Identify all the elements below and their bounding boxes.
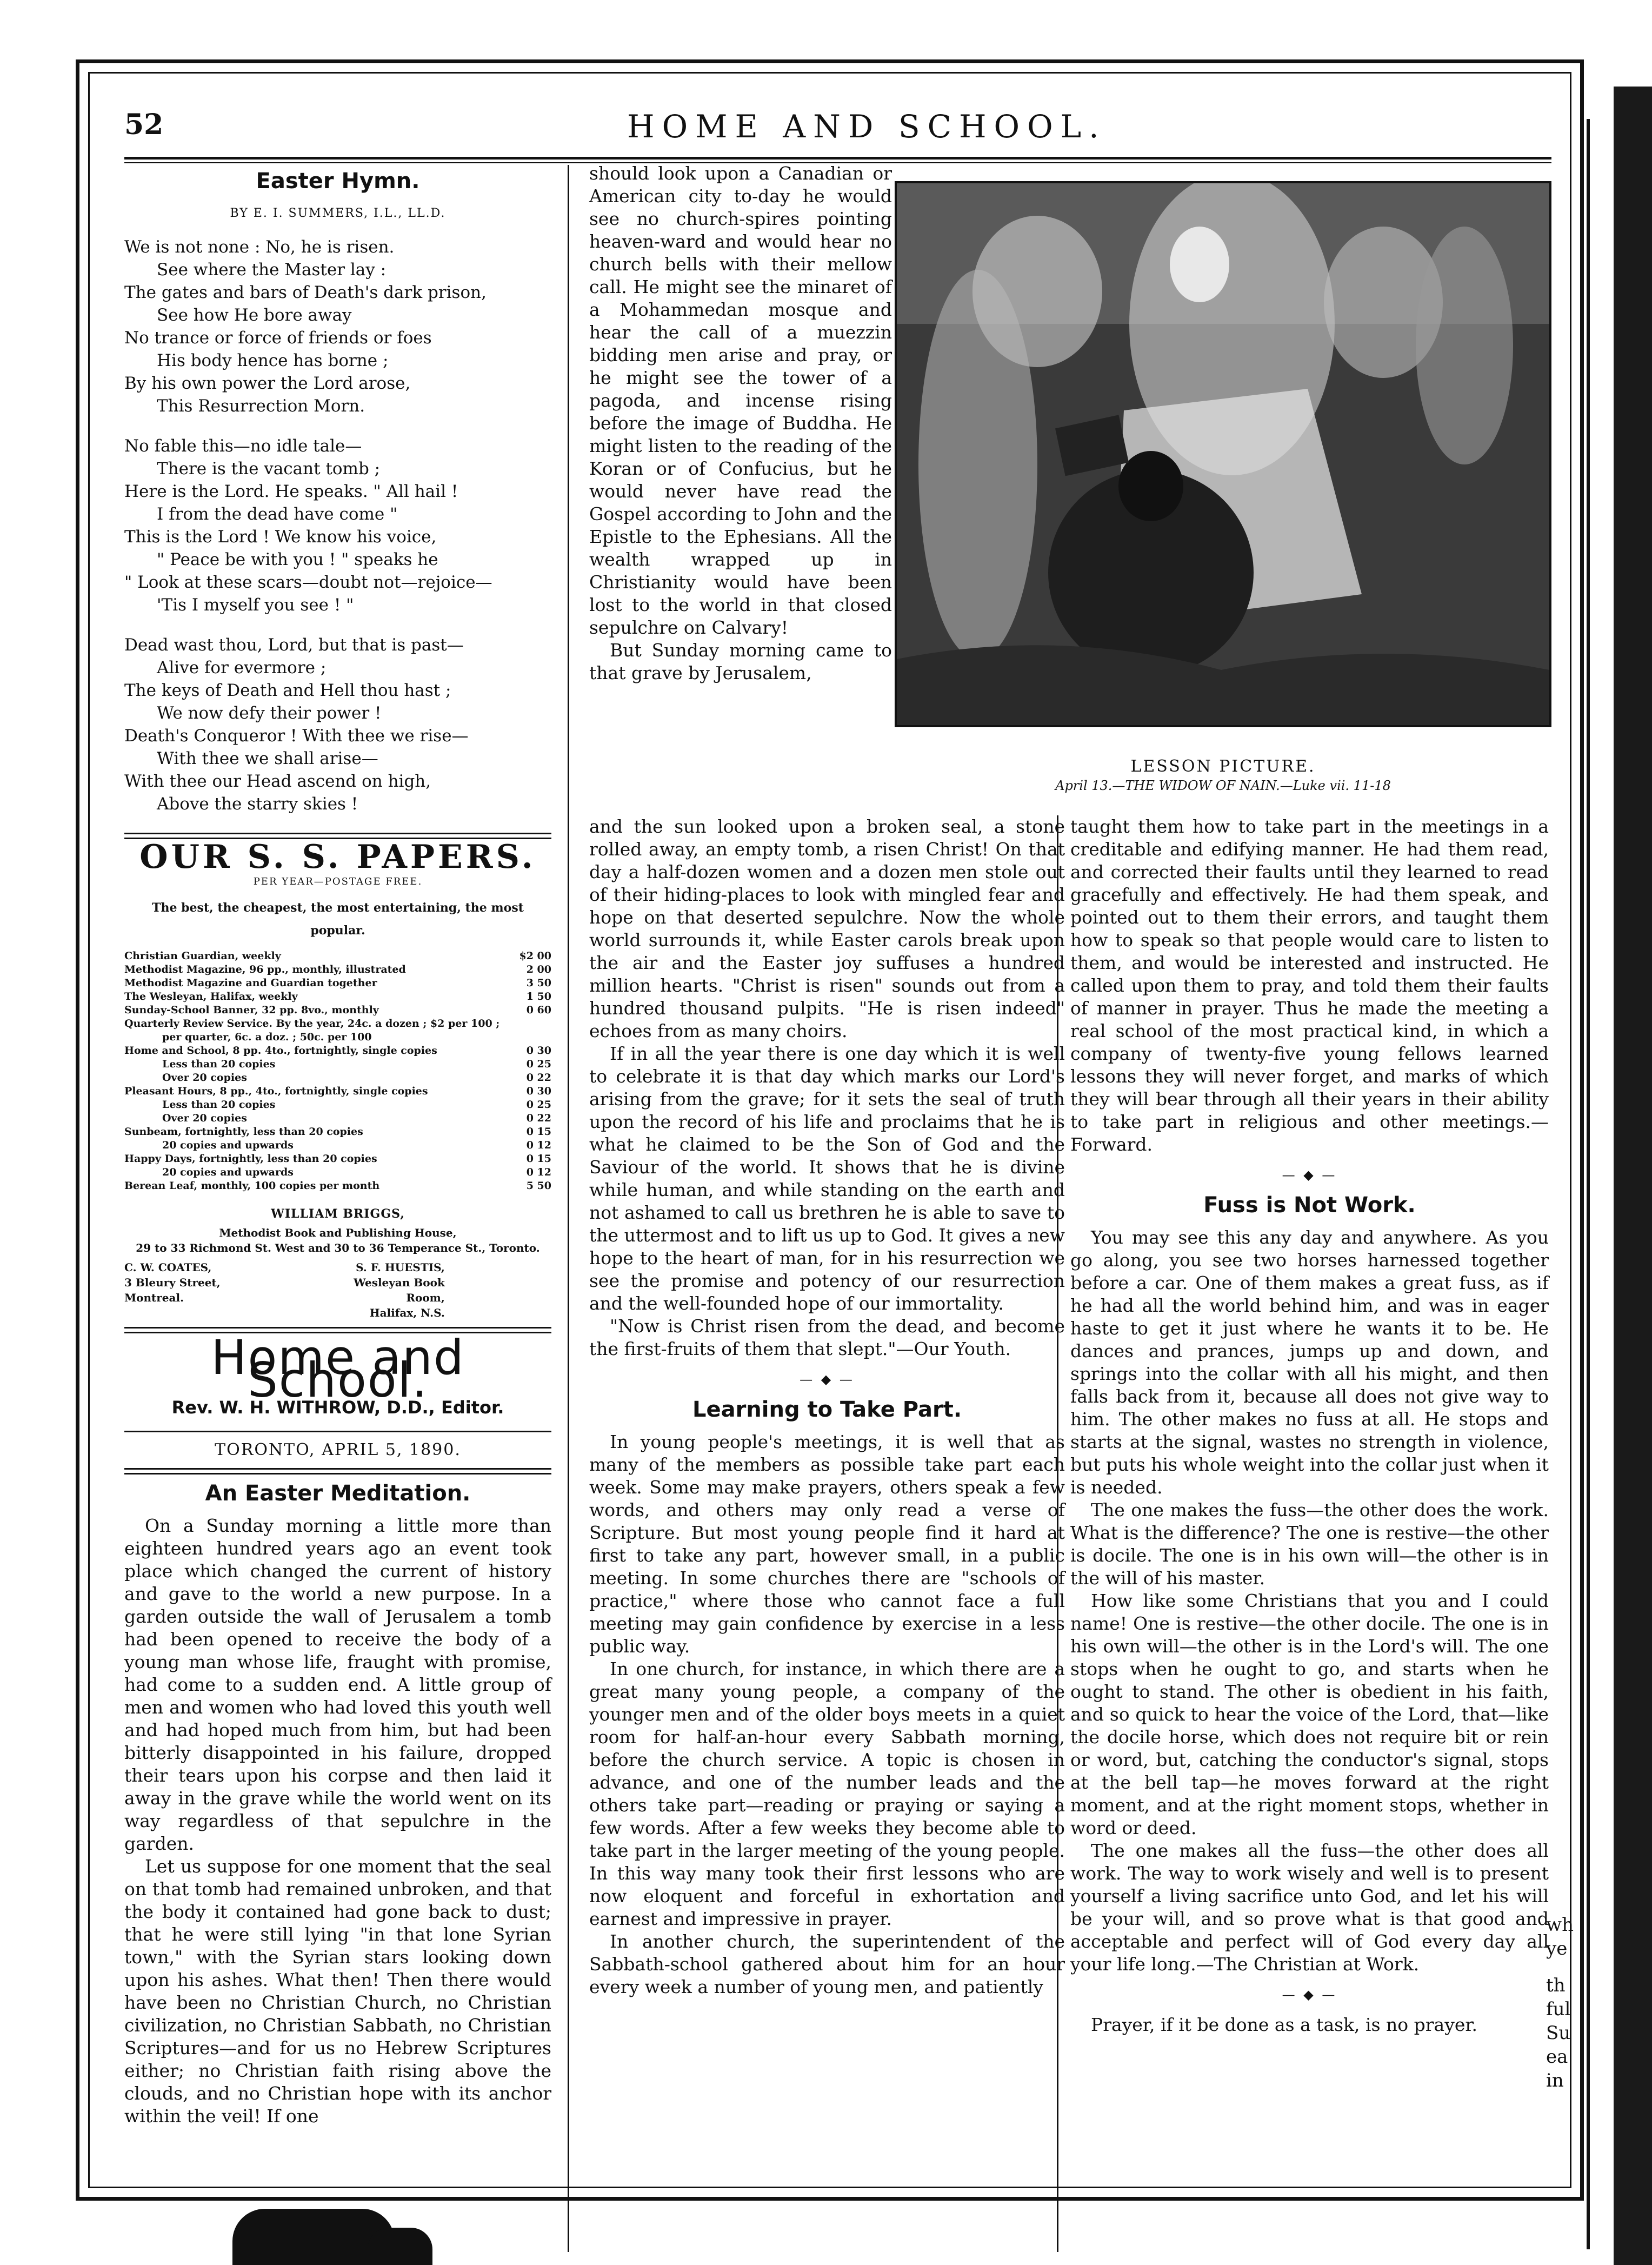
price-item-value: 0 12 bbox=[526, 1139, 551, 1151]
publisher-name: WILLIAM BRIGGS, bbox=[271, 1207, 405, 1221]
poem-line: Here is the Lord. He speaks. " All hail ! bbox=[124, 482, 458, 501]
price-list-row bbox=[124, 1125, 551, 1139]
fuss-title: Fuss is Not Work. bbox=[1203, 1193, 1416, 1218]
article-paragraph: and the sun looked upon a broken seal, a stone rolled away, an empty tomb, a risen Christ! On that day a half-dozen women and a dozen men stole out of their hiding-places to look with mingled fear and hope on that deserted sepulchre. Now the whole world surrounds it, while Easter carols break upon the air and the Easter joy suffuses a hundred million hearts. "Christ is risen" sounds out from a hundred thousand pulpits. "He is risen indeed" echoes from as many choirs. bbox=[589, 816, 1065, 1041]
ss-papers-subtitle: PER YEAR—POSTAGE FREE. bbox=[253, 876, 423, 887]
adjacent-page-fragment: ful bbox=[1546, 1998, 1571, 2020]
adjacent-page-edge bbox=[1614, 87, 1652, 2265]
masthead-editor: Rev. W. H. WITHROW, D.D., Editor. bbox=[171, 1397, 504, 1418]
price-item-label: 20 copies and upwards bbox=[162, 1139, 294, 1151]
price-list-row bbox=[124, 1139, 551, 1152]
article-paragraph: But Sunday morning came to that grave by Jerusalem, bbox=[589, 640, 892, 683]
poem-line: His body hence has borne ; bbox=[157, 351, 389, 370]
poem-line: Alive for evermore ; bbox=[157, 658, 327, 677]
poem-line: We is not none : No, he is risen. bbox=[124, 237, 395, 257]
poem-line: " Look at these scars—doubt not—rejoice— bbox=[124, 573, 492, 592]
lesson-caption-title: LESSON PICTURE. bbox=[1130, 757, 1316, 776]
section-rule bbox=[124, 1468, 551, 1474]
agent-line: Halifax, N.S. bbox=[369, 1306, 445, 1319]
publisher-line: 29 to 33 Richmond St. West and 30 to 36 Temperance St., Toronto. bbox=[136, 1241, 540, 1254]
lesson-caption bbox=[895, 757, 1551, 793]
poem-line: 'Tis I myself you see ! " bbox=[157, 595, 354, 615]
article-paragraph: The one makes all the fuss—the other does all work. The way to work wisely and well is to present yourself a living sacrifice unto God, and let his will be your will, and so prove what is that good and acceptable and perfect will of God every day all your life long.—The Christian at Work. bbox=[1070, 1840, 1549, 1975]
learning-title: Learning to Take Part. bbox=[692, 1397, 962, 1422]
price-list-row bbox=[124, 1017, 551, 1031]
poem-line: The gates and bars of Death's dark prison, bbox=[124, 283, 487, 302]
price-item-label: Sunbeam, fortnightly, less than 20 copies bbox=[124, 1126, 363, 1138]
agents bbox=[124, 1260, 551, 1320]
ss-papers-tagline: The best, the cheapest, the most entertaining, the most popular. bbox=[152, 901, 524, 938]
article-paragraph: How like some Christians that you and I could name! One is restive—the other docile. The one is in his own will—the other is in the Lord's will. The one stops when he ought to go, and starts when he ought to stand. The other is obedient in his faith, and so quick to hear the voice of the Lord, that—like the docile horse, which does not require bit or rein or word, but, catching the conductor's signal, stops at the bell tap—he moves forward at the right moment, and at the right moment stops, whether in word or deed. bbox=[1070, 1590, 1549, 1838]
price-list-row bbox=[124, 1152, 551, 1166]
poem-line: Dead wast thou, Lord, but that is past— bbox=[124, 635, 464, 655]
price-item-label: Over 20 copies bbox=[162, 1112, 247, 1124]
lesson-engraving bbox=[897, 183, 1549, 725]
price-list bbox=[124, 949, 551, 1193]
agent-line: C. W. COATES, bbox=[124, 1261, 212, 1274]
agent-line: 3 Bleury Street, bbox=[124, 1276, 221, 1289]
poem-line: By his own power the Lord arose, bbox=[124, 374, 411, 393]
poem-line: Above the starry skies ! bbox=[157, 794, 358, 814]
poem-line: " Peace be with you ! " speaks he bbox=[157, 550, 438, 569]
agent-montreal bbox=[124, 1260, 329, 1320]
page-number: 52 bbox=[124, 108, 164, 141]
price-list-row bbox=[124, 949, 551, 963]
price-item-value: 3 50 bbox=[526, 977, 551, 989]
price-list-row bbox=[124, 1085, 551, 1098]
price-list-row bbox=[124, 1058, 551, 1071]
poem-line: With thee our Head ascend on high, bbox=[124, 772, 431, 791]
price-item-label: Home and School, 8 pp. 4to., fortnightly, single copies bbox=[124, 1045, 437, 1057]
price-list-row bbox=[124, 990, 551, 1004]
column-divider bbox=[568, 165, 569, 2252]
price-item-value: 0 15 bbox=[526, 1153, 551, 1165]
price-item-value: 1 50 bbox=[526, 991, 551, 1002]
article-paragraph: Let us suppose for one moment that the seal on that tomb had remained unbroken, and that the body it contained had gone back to dust; that he were still lying "in that lone Syrian town," with the Syrian stars looking down upon his ashes. What then! Then there would have been no Christian Church, no Christian civilization, no Christian Sabbath, no Christian Scriptures—and for us no Hebrew Scriptures either; no Christian faith rising above the clouds, and no Christian hope with its anchor within the veil! If one bbox=[124, 1856, 551, 2127]
price-item-label: Pleasant Hours, 8 pp., 4to., fortnightly, single copies bbox=[124, 1085, 428, 1097]
agent-halifax bbox=[347, 1260, 551, 1320]
easter-hymn-byline: BY E. I. SUMMERS, I.L., LL.D. bbox=[230, 207, 446, 220]
price-item-value: $2 00 bbox=[519, 950, 551, 962]
adjacent-page-fragment: wh bbox=[1546, 1914, 1574, 1936]
price-item-label: Christian Guardian, weekly bbox=[124, 950, 281, 962]
section-ornament: — ◆ — bbox=[1282, 1167, 1337, 1183]
article-paragraph: In another church, the superintendent of the Sabbath-school gathered about him for an hour every week a number of young men, and patiently bbox=[589, 1931, 1065, 1997]
price-item-label: Methodist Magazine, 96 pp., monthly, illustrated bbox=[124, 964, 406, 975]
easter-hymn-title: Easter Hymn. bbox=[256, 169, 420, 194]
article-paragraph: should look upon a Canadian or American city to-day he would see no church-spires pointing heaven-ward and would hear no church bells with their mellow call. He might see the minaret of a Mohammedan mosque and hear the call of a muezzin bidding men arise and pray, or he might see the tower of a pagoda, and incense rising before the image of Buddha. He might listen to the reading of the Koran or of Confucius, but he would never have read the Gospel according to John and the Epistle to the Ephesians. All the wealth wrapped up in Christianity would have been lost to the world in that closed sepulchre on Calvary! bbox=[589, 163, 892, 638]
price-list-row bbox=[124, 1031, 551, 1044]
page-header bbox=[124, 108, 1551, 151]
section-ornament: — ◆ — bbox=[1282, 1987, 1337, 2002]
column-left bbox=[124, 162, 551, 2128]
poem-stanza bbox=[124, 634, 551, 815]
column-right bbox=[1070, 815, 1549, 2036]
price-item-value: 0 60 bbox=[526, 1004, 551, 1016]
price-item-value: 0 22 bbox=[526, 1072, 551, 1084]
article-paragraph: taught them how to take part in the meetings in a creditable and edifying manner. He had them read, and corrected their faults until they learned to read gracefully and effectively. He had them speak, and pointed out to them their errors, and taught them how to speak so that people would care to listen to them, and would be interested and instructed. He called upon them to pray, and told them their faults of manner in prayer. Thus he made the meeting a real school of the most practical kind, in which a company of twenty-five young fellows learned lessons they will never forget, and marks of which they will bear through all their years in their ability to take part in religious and other meetings.—Forward. bbox=[1070, 816, 1549, 1155]
poem-line: The keys of Death and Hell thou hast ; bbox=[124, 681, 451, 700]
price-list-row bbox=[124, 1112, 551, 1125]
column-middle-top bbox=[589, 162, 892, 685]
column-middle bbox=[589, 815, 1065, 1998]
article-paragraph: If in all the year there is one day which it is well to celebrate it is that day which marks our Lord's arising from the grave; for it sets the seal of truth upon the record of his life and proclaims that he is what he claimed to be the Son of God and the Saviour of the world. It shows that he is divine while human, and while standing on the earth and not ashamed to call us brethren he is able to save to the uttermost and to lift us up to God. It gives a new hope to the heart of man, for in his resurrection we see the promise and potency of our resurrection and the well-founded hope of our immortality. bbox=[589, 1043, 1065, 1314]
easter-meditation-title: An Easter Meditation. bbox=[205, 1481, 471, 1506]
price-item-label: Quarterly Review Service. By the year, 24c. a dozen ; $2 per 100 ; bbox=[124, 1018, 500, 1029]
price-item-label: Sunday-School Banner, 32 pp. 8vo., monthly bbox=[124, 1004, 379, 1016]
article-paragraph: In young people's meetings, it is well that as many of the members as possible take part each week. Some may make prayers, others speak a few words, and others may only read a verse of Scripture. But most young people find it hard at first to take any part, however small, in a public meeting. In some churches there are "schools of practice," where those who cannot face a full meeting may gain confidence by exercise in a less public way. bbox=[589, 1431, 1065, 1657]
lesson-picture bbox=[895, 181, 1551, 727]
section-ornament: — ◆ — bbox=[800, 1372, 855, 1387]
price-item-value: 0 12 bbox=[526, 1166, 551, 1178]
price-item-value: 2 00 bbox=[526, 964, 551, 975]
adjacent-page-fragment: Su bbox=[1546, 2022, 1571, 2044]
poem-line: With thee we shall arise— bbox=[157, 749, 378, 768]
poem-line: See how He bore away bbox=[157, 305, 352, 325]
poem-line: There is the vacant tomb ; bbox=[157, 459, 381, 479]
price-list-row bbox=[124, 1166, 551, 1179]
article-paragraph: In one church, for instance, in which there are a great many young people, a company of the younger men and of the older boys meets in a quiet room for half-an-hour every Sabbath morning, before the church service. A topic is chosen in advance, and one of the number leads and the others take part—reading or praying or saying a few words. After a few weeks they become able to take part in the larger meeting of the young people. In this way many took their first lessons who are now eloquent and forceful in exhortation and earnest and impressive in prayer. bbox=[589, 1658, 1065, 1929]
masthead-dateline: TORONTO, APRIL 5, 1890. bbox=[215, 1440, 461, 1459]
publisher-line: Methodist Book and Publishing House, bbox=[219, 1226, 457, 1239]
article-paragraph: The one makes the fuss—the other does the work. What is the difference? The one is restive—the other is docile. The one is in his own will—the other is in the will of his master. bbox=[1070, 1499, 1549, 1589]
scan-top-margin bbox=[0, 0, 1652, 32]
poem-line: Death's Conqueror ! With thee we rise— bbox=[124, 726, 469, 746]
price-item-label: Methodist Magazine and Guardian together bbox=[124, 977, 377, 989]
price-item-label: per quarter, 6c. a doz. ; 50c. per 100 bbox=[162, 1031, 372, 1043]
easter-hymn-poem bbox=[124, 236, 551, 815]
price-item-value: 0 25 bbox=[526, 1058, 551, 1070]
adjacent-page-border bbox=[1587, 119, 1610, 2249]
poem-line: No fable this—no idle tale— bbox=[124, 436, 362, 456]
price-item-label: Over 20 copies bbox=[162, 1072, 247, 1084]
scan-artifact bbox=[368, 2228, 432, 2265]
agent-line: Montreal. bbox=[124, 1291, 184, 1304]
adjacent-page-fragment: ye bbox=[1546, 1938, 1568, 1960]
price-item-value: 0 30 bbox=[526, 1045, 551, 1057]
price-list-row bbox=[124, 977, 551, 990]
header-rule bbox=[124, 157, 1551, 160]
agent-line: S. F. HUESTIS, bbox=[356, 1261, 445, 1274]
price-item-label: 20 copies and upwards bbox=[162, 1166, 294, 1178]
poem-line: This Resurrection Morn. bbox=[157, 396, 365, 416]
section-rule bbox=[124, 1431, 551, 1432]
price-list-row bbox=[124, 1004, 551, 1017]
adjacent-page-fragment: ea bbox=[1546, 2046, 1568, 2068]
price-list-row bbox=[124, 1098, 551, 1112]
agent-line: Wesleyan Book Room, bbox=[354, 1276, 445, 1304]
poem-line: No trance or force of friends or foes bbox=[124, 328, 432, 348]
poem-line: This is the Lord ! We know his voice, bbox=[124, 527, 437, 547]
price-item-value: 0 22 bbox=[526, 1112, 551, 1124]
price-item-value bbox=[519, 1031, 551, 1044]
price-item-label: Less than 20 copies bbox=[162, 1099, 276, 1111]
lesson-caption-subtitle: April 13.—THE WIDOW OF NAIN.—Luke vii. 11-18 bbox=[1055, 778, 1391, 793]
poem-stanza bbox=[124, 236, 551, 417]
poem-stanza bbox=[124, 435, 551, 616]
price-item-label: Happy Days, fortnightly, less than 20 copies bbox=[124, 1153, 377, 1165]
price-item-label: The Wesleyan, Halifax, weekly bbox=[124, 991, 298, 1002]
poem-line: I from the dead have come " bbox=[157, 504, 398, 524]
poem-line: See where the Master lay : bbox=[157, 260, 387, 280]
ss-papers-title: OUR S. S. PAPERS. bbox=[139, 838, 536, 876]
poem-line: We now defy their power ! bbox=[157, 703, 382, 723]
price-item-value: 0 30 bbox=[526, 1085, 551, 1097]
price-list-row bbox=[124, 1044, 551, 1058]
masthead-title: Home and School. bbox=[211, 1330, 465, 1408]
price-list-row bbox=[124, 1179, 551, 1193]
journal-title: HOME AND SCHOOL. bbox=[627, 108, 1107, 145]
price-list-row bbox=[124, 963, 551, 977]
adjacent-page-fragment: in bbox=[1546, 2070, 1564, 2091]
closing-line: Prayer, if it be done as a task, is no prayer. bbox=[1091, 2014, 1478, 2035]
article-paragraph: You may see this any day and anywhere. As you go along, you see two horses harnessed together before a car. One of them makes a great fuss, as if he had all the world behind him, and was in eager haste to get it just where he wants it to be. He dances and prances, jumps up and down, and springs into the collar with all his might, and then falls back from it, because all does not give way to him. The other makes no fuss at all. He stops and starts at the signal, wastes no strength in violence, but puts his whole weight into the collar just when it is needed. bbox=[1070, 1227, 1549, 1498]
price-item-value: 0 15 bbox=[526, 1126, 551, 1138]
price-item-value bbox=[519, 1017, 551, 1031]
adjacent-page-fragment: th bbox=[1546, 1975, 1566, 1996]
price-list-row bbox=[124, 1071, 551, 1085]
price-item-value: 0 25 bbox=[526, 1099, 551, 1111]
price-item-label: Berean Leaf, monthly, 100 copies per month bbox=[124, 1180, 380, 1192]
article-paragraph: "Now is Christ risen from the dead, and become the first-fruits of them that slept."—Our Youth. bbox=[589, 1316, 1065, 1359]
article-paragraph: On a Sunday morning a little more than eighteen hundred years ago an event took place which changed the current of history and gave to the world a new purpose. In a garden outside the wall of Jerusalem a tomb had been opened to receive the body of a young man whose life, fraught with promise, had come to a sudden end. A little group of men and women who had loved this youth well and had hoped much from him, but had been bitterly disappointed in his failure, dropped their tears upon his corpse and then laid it away in the grave while the world went on its way regardless of that sepulchre in the garden. bbox=[124, 1515, 551, 1854]
price-item-value: 5 50 bbox=[526, 1180, 551, 1192]
price-item-label: Less than 20 copies bbox=[162, 1058, 276, 1070]
